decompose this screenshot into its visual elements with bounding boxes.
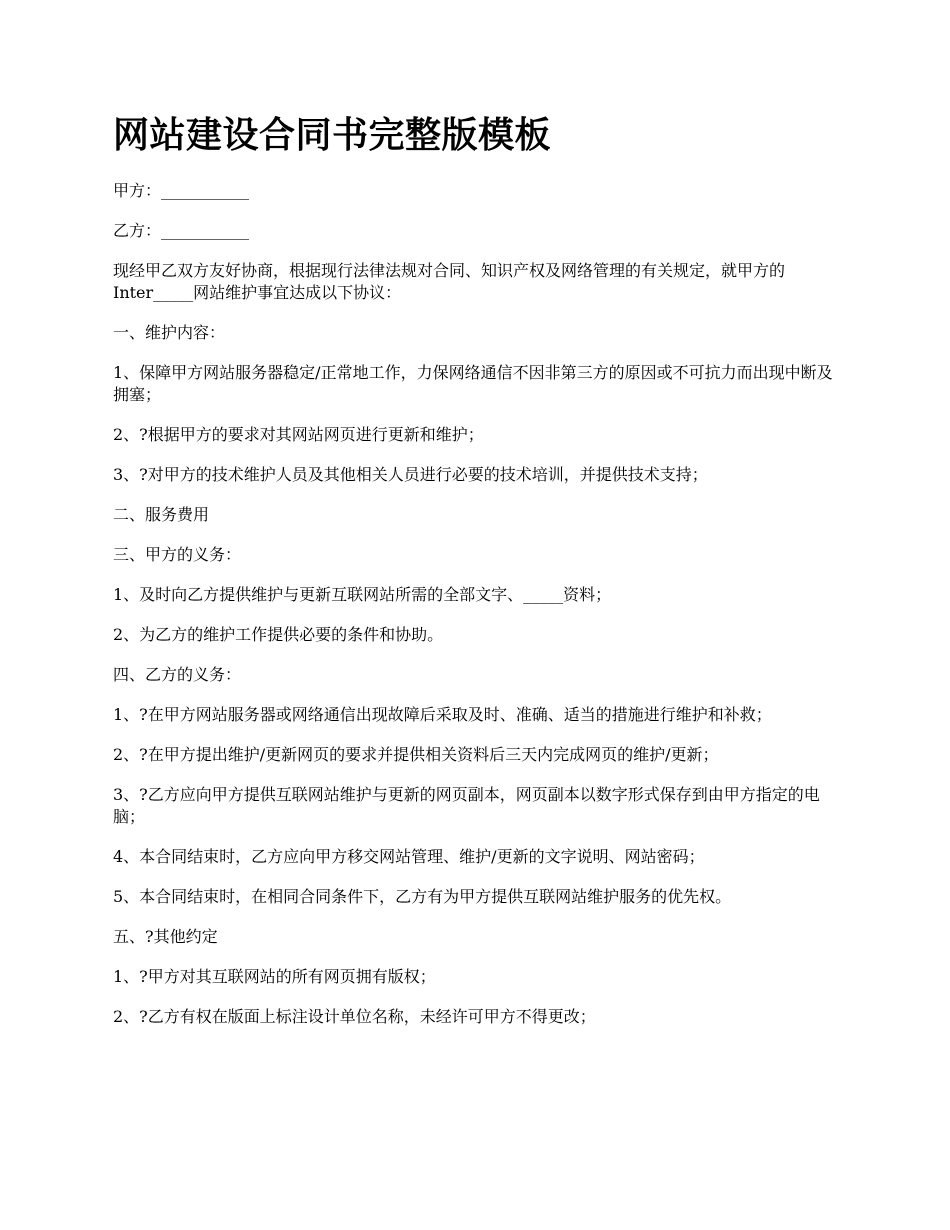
clause-paragraph: 2、?乙方有权在版面上标注设计单位名称，未经许可甲方不得更改； [113, 1007, 596, 1026]
clause-paragraph: 1、及时向乙方提供维护与更新互联网站所需的全部文字、_____资料； [113, 585, 612, 604]
clause-paragraph: 1、?甲方对其互联网站的所有网页拥有版权； [113, 967, 436, 986]
clause-paragraph: 2、为乙方的维护工作提供必要的条件和协助。 [113, 625, 444, 644]
clause-paragraph: 2、?根据甲方的要求对其网站网页进行更新和维护； [113, 425, 484, 444]
document-title: 网站建设合同书完整版模板 [113, 115, 552, 156]
section-heading-other: 五、?其他约定 [113, 927, 218, 946]
party-a-line: 甲方：___________ [113, 181, 250, 200]
clause-paragraph: 3、?对甲方的技术维护人员及其他相关人员进行必要的技术培训，并提供技术支持； [113, 465, 708, 484]
clause-paragraph: 1、?在甲方网站服务器或网络通信出现故障后采取及时、准确、适当的措施进行维护和补救； [113, 705, 772, 724]
section-heading-maintenance: 一、维护内容： [113, 323, 226, 342]
section-heading-party-b-duties: 四、乙方的义务： [113, 665, 242, 684]
party-b-line: 乙方：___________ [113, 221, 250, 240]
preamble-paragraph: 现经甲乙双方友好协商，根据现行法律法规对合同、知识产权及网络管理的有关规定，就甲方的Inter_____网站维护事宜达成以下协议： [113, 261, 786, 302]
clause-paragraph: 5、本合同结束时，在相同合同条件下，乙方有为甲方提供互联网站维护服务的优先权。 [113, 887, 732, 906]
clause-paragraph: 4、本合同结束时，乙方应向甲方移交网站管理、维护/更新的文字说明、网站密码； [113, 847, 705, 866]
document-page [113, 112, 843, 1046]
clause-paragraph: 1、保障甲方网站服务器稳定/正常地工作，力保网络通信不因非第三方的原因或不可抗力而出现中断及拥塞； [113, 363, 833, 404]
clause-paragraph: 3、?乙方应向甲方提供互联网站维护与更新的网页副本，网页副本以数字形式保存到由甲方指定的电脑； [113, 785, 820, 826]
clause-paragraph: 2、?在甲方提出维护/更新网页的要求并提供相关资料后三天内完成网页的维护/更新； [113, 745, 719, 764]
section-heading-party-a-duties: 三、甲方的义务： [113, 545, 242, 564]
section-heading-fees: 二、服务费用 [113, 505, 210, 524]
